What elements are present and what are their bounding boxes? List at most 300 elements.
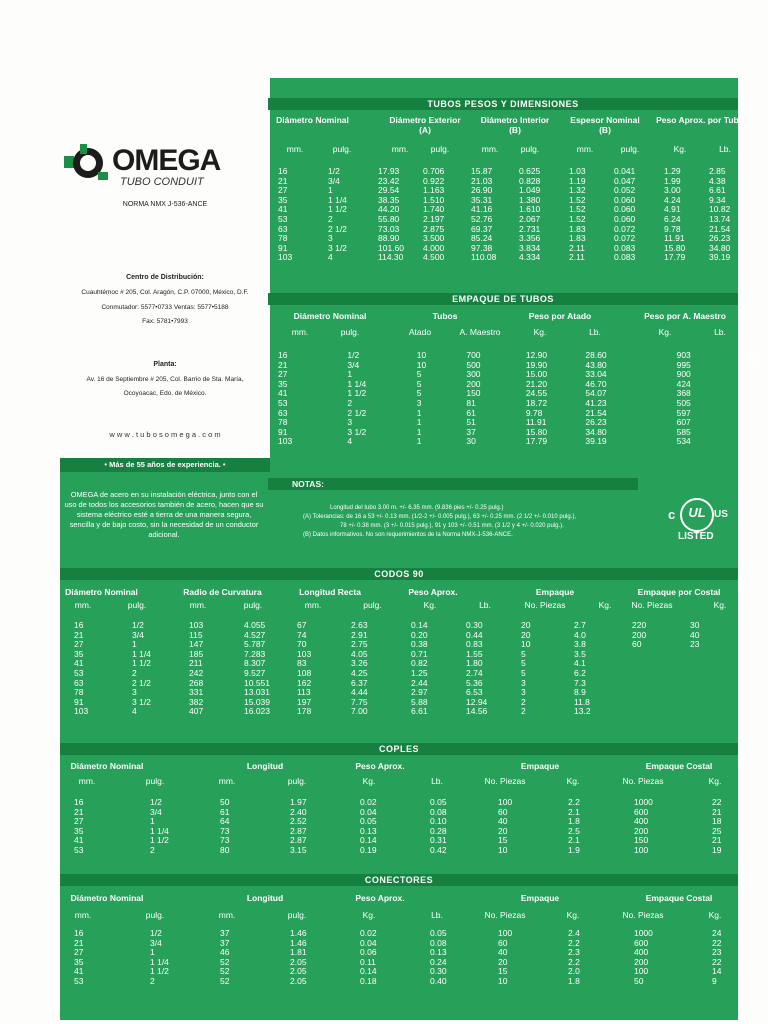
table-cell: 21.20 — [525, 378, 548, 389]
table-cell: 0.060 — [614, 194, 636, 205]
coples-h2-6: No. Piezas — [484, 776, 526, 786]
table-cell: 16 — [278, 166, 288, 176]
table-cell: 17.79 — [525, 436, 548, 447]
empaque-h2-2: Atado — [408, 327, 432, 337]
ul-mark-text: UL — [688, 505, 706, 520]
conectores-title: CONECTORES — [364, 875, 434, 885]
conectores-h1-0: Diámetro Nominal — [70, 893, 144, 903]
table-cell: 0.083 — [614, 242, 636, 253]
table-cell: 40 — [498, 816, 508, 827]
coples-h1-2: Peso Aprox. — [355, 761, 405, 771]
table-cell: 73.03 — [378, 223, 400, 234]
table-cell: 103 — [297, 648, 312, 659]
table-cell: 41 — [278, 204, 288, 215]
table-cell: 113 — [297, 687, 311, 698]
table-cell: 110.08 — [471, 252, 497, 263]
table-cell: 14.56 — [466, 706, 488, 717]
table-cell: 1.52 — [569, 204, 586, 215]
codos-h1-3: Peso Aprox. — [408, 587, 458, 597]
table-cell: 100 — [634, 966, 649, 977]
table-cell: 5 — [521, 667, 526, 678]
notas-line-1: Longitud del tubo 3.00 m. +/- 6.35 mm. (9.836 pies +/- 0.25 pulg.) — [330, 505, 504, 511]
conectores-h2-0: mm. — [74, 910, 92, 920]
conectores-h2-2: mm. — [218, 910, 236, 920]
table-cell: 41.23 — [585, 397, 607, 408]
table-cell: 4.91 — [664, 204, 681, 215]
table-cell: 30 — [690, 620, 700, 630]
company-panel — [60, 78, 270, 472]
empaque-h2-5: Lb. — [589, 327, 601, 337]
table-cell: 2.44 — [411, 677, 428, 688]
table-cell: 1 — [416, 426, 422, 437]
coples-h2-4: Kg. — [362, 776, 376, 786]
table-cell: 1.46 — [290, 928, 307, 938]
table-cell: 2.1 — [568, 806, 580, 817]
table-cell: 16.023 — [244, 706, 270, 717]
table-row — [74, 707, 720, 717]
ul-listed-logo — [662, 493, 738, 547]
ul-c-mark: c — [668, 507, 676, 522]
coples-h2-5: Lb. — [431, 776, 443, 786]
table-cell: 19 — [712, 844, 722, 855]
table-cell: 53 — [278, 397, 288, 408]
table-cell: 4.500 — [423, 252, 445, 263]
table-cell: 150 — [634, 835, 649, 846]
table-cell: 2.2 — [568, 956, 580, 967]
table-cell: 2,002 — [738, 350, 760, 360]
table-cell: 10.551 — [244, 677, 270, 688]
table-cell: 11.91 — [525, 417, 547, 428]
table-cell: 53 — [74, 844, 84, 855]
table-cell — [690, 659, 720, 669]
table-cell: 242 — [189, 667, 204, 678]
table-cell: 2.5 — [568, 825, 580, 836]
table-cell: 10.82 — [709, 204, 731, 215]
website-link[interactable]: w w w . t u b o s o m e g a . c o m — [109, 430, 221, 439]
table-cell: 2 — [521, 696, 526, 707]
plant-address-1: Av. 16 de Septiembre # 205, Col. Barrio de Sta. María, — [86, 376, 244, 383]
table-cell: 1.81 — [290, 947, 307, 958]
table-cell: 197 — [297, 696, 312, 707]
conectores-h1-3: Empaque — [520, 893, 560, 903]
table-cell: 23 — [712, 947, 722, 958]
table-cell: 63 — [278, 223, 288, 234]
table-cell: 2.52 — [290, 816, 307, 827]
table-cell: 6.2 — [574, 667, 586, 678]
table-cell: 0.02 — [360, 797, 377, 807]
table-cell: 1000 — [634, 928, 653, 938]
table-cell: 0.13 — [430, 947, 447, 958]
table-cell: 53 — [74, 667, 84, 678]
table-cell: 0.05 — [430, 797, 447, 807]
codos-h2-1: pulg. — [127, 600, 147, 610]
table-cell: 0.060 — [614, 204, 636, 215]
table-cell: 16 — [278, 350, 288, 360]
table-cell: 7.3 — [574, 677, 586, 688]
table-cell: 0.083 — [614, 252, 636, 263]
table-cell: 0.05 — [430, 928, 447, 938]
table-cell: 0.11 — [360, 956, 376, 967]
table-cell — [632, 698, 690, 708]
table-row — [74, 621, 720, 631]
table-cell: 1.510 — [423, 194, 445, 205]
table-cell: 4.0 — [574, 629, 586, 640]
table-cell: 1,176 — [738, 436, 760, 447]
table-cell: 1.03 — [569, 166, 586, 176]
table-cell: 73 — [220, 835, 230, 846]
codos-h1-0: Diámetro Nominal — [65, 587, 138, 597]
tubos-h1-2: Diámetro Interior (B) — [480, 115, 550, 135]
table-cell: 50 — [220, 797, 230, 807]
table-cell: 37 — [220, 937, 230, 948]
table-cell: 35 — [74, 648, 84, 659]
table-cell: 9.527 — [244, 667, 266, 678]
table-cell: 21 — [278, 359, 288, 370]
table-cell: 0.05 — [360, 816, 377, 827]
table-cell: 20 — [498, 825, 508, 836]
table-cell: 3 1/2 — [328, 242, 347, 253]
table-cell: 103 — [74, 706, 89, 717]
table-cell: 13.031 — [244, 687, 270, 698]
table-cell: 78 — [278, 417, 288, 428]
table-cell — [632, 650, 690, 660]
table-cell: 15.00 — [525, 369, 548, 380]
table-cell: 0.06 — [360, 947, 377, 958]
table-cell: 23.42 — [378, 175, 400, 186]
conectores-h2-5: Lb. — [431, 910, 443, 920]
table-cell — [632, 707, 690, 717]
table-cell: 97.38 — [471, 242, 493, 253]
table-cell: 20 — [521, 620, 531, 630]
table-cell: 0.40 — [430, 975, 447, 986]
table-cell: 2 — [150, 844, 155, 855]
table-cell: 1 1/2 — [328, 204, 347, 215]
table-cell: 67 — [297, 620, 307, 630]
table-cell: 0.08 — [430, 937, 447, 948]
table-cell: 3 — [521, 677, 526, 688]
table-cell: 63 — [278, 407, 288, 418]
table-cell: 1.99 — [664, 175, 681, 186]
table-cell: 1.8 — [568, 975, 580, 986]
table-cell: 1.9 — [568, 844, 580, 855]
logo-subtitle: TUBO CONDUIT — [120, 176, 204, 188]
table-cell: 1 — [416, 436, 422, 447]
table-cell: 100 — [498, 797, 513, 807]
codos-h1-5: Empaque por Costal — [637, 587, 721, 597]
table-row — [74, 846, 742, 856]
table-cell: 17.79 — [664, 252, 686, 263]
table-cell — [632, 679, 690, 689]
table-row — [74, 669, 720, 679]
table-cell: 1.25 — [411, 667, 428, 678]
table-cell: 21 — [74, 806, 84, 817]
table-cell: 700 — [466, 350, 481, 360]
table-cell: 27 — [278, 369, 288, 380]
table-cell: 0.10 — [430, 816, 447, 827]
table-cell: 2.2 — [568, 797, 580, 807]
table-cell: 52 — [220, 966, 230, 977]
codos-h2-10: No. Piezas — [631, 600, 673, 610]
table-cell: 0.19 — [360, 844, 377, 855]
table-cell: 2.05 — [290, 975, 307, 986]
table-cell: 61 — [466, 407, 476, 418]
coples-title: COPLES — [378, 744, 419, 754]
empaque-h2-6: Kg. — [658, 327, 672, 337]
table-cell: 4.24 — [664, 194, 681, 205]
table-cell: 3.8 — [574, 639, 586, 650]
table-cell: 2,190 — [738, 359, 760, 370]
notas-line-2: (A) Tolerancias: de 16 a 53 +/- 0.13 mm. (1/2-2 +/- 0.005 pulg.), 63 +/- 0.25 mm. (2 1/2 +/- 0.010 pulg.), — [303, 514, 577, 520]
table-cell: 0.625 — [519, 166, 541, 176]
table-cell: 15 — [498, 966, 508, 977]
table-cell: 4 — [132, 706, 137, 717]
table-cell: 35.31 — [471, 194, 493, 205]
table-cell: 368 — [676, 388, 691, 399]
table-cell: 534 — [676, 436, 691, 447]
coples-h2-3: pulg. — [287, 776, 307, 786]
conectores-h2-3: pulg. — [287, 910, 307, 920]
experience-text: • Más de 55 años de experiencia. • — [104, 460, 226, 469]
table-cell: 150 — [466, 388, 481, 399]
table-cell: 22 — [712, 937, 722, 948]
table-cell: 2.85 — [709, 166, 726, 176]
table-cell: 5.787 — [244, 639, 266, 650]
table-cell: 61 — [220, 806, 230, 817]
table-cell: 8.9 — [574, 687, 586, 698]
table-cell — [632, 688, 690, 698]
table-cell: 2.75 — [351, 639, 368, 650]
omega-logo-icon — [64, 144, 108, 182]
table-cell: 7.75 — [351, 696, 368, 707]
notas-title: NOTAS: — [292, 479, 324, 489]
table-cell: 7.00 — [351, 706, 368, 717]
table-cell: 1.610 — [519, 204, 541, 215]
table-cell: 1 — [347, 369, 353, 380]
table-cell: 35 — [74, 956, 84, 967]
table-cell: 2.067 — [519, 213, 541, 224]
table-cell — [690, 688, 720, 698]
table-cell — [690, 698, 720, 708]
table-cell: 2.4 — [568, 928, 580, 938]
table-cell: 54.07 — [585, 388, 607, 399]
table-cell: 0.02 — [360, 928, 377, 938]
tubos-h1-4: Peso Aprox. por Tubo — [656, 115, 744, 125]
codos-h1-4: Empaque — [535, 587, 575, 597]
coples-h2-2: mm. — [218, 776, 236, 786]
table-cell: 4.527 — [244, 629, 266, 640]
norma-text: NORMA NMX J-536-ANCE — [122, 201, 208, 208]
table-cell: 0.83 — [466, 639, 483, 650]
table-cell: 1 — [328, 185, 333, 196]
table-cell: 13.2 — [574, 706, 591, 717]
table-cell: 4 — [347, 436, 353, 447]
empaque-h1-3: Peso por A. Maestro — [644, 311, 726, 321]
table-cell: 24.55 — [525, 388, 548, 399]
conectores-h2-1: pulg. — [145, 910, 165, 920]
table-cell: 0.047 — [614, 175, 636, 186]
notas-line-4: (B) Datos informativos. No son requerimientos de la Norma NMX-J-536-ANCE. — [303, 532, 513, 538]
table-cell: 5 — [521, 658, 526, 669]
coples-h1-4: Empaque Costal — [645, 761, 713, 771]
table-cell: 268 — [189, 677, 204, 688]
table-cell: 0.18 — [360, 975, 377, 986]
coples-h1-1: Longitud — [246, 761, 284, 771]
table-cell: 41 — [74, 835, 84, 846]
table-cell: 6.24 — [664, 213, 681, 224]
table-cell: 100 — [634, 844, 649, 855]
table-cell: 1/2 — [132, 620, 144, 630]
table-cell: 4.38 — [709, 175, 726, 186]
table-cell: 1000 — [634, 797, 653, 807]
coples-h1-3: Empaque — [520, 761, 560, 771]
table-cell: 220 — [632, 620, 647, 630]
table-cell: 30 — [466, 436, 476, 447]
table-cell — [632, 669, 690, 679]
table-cell: 2 — [150, 975, 155, 986]
table-cell: 1.29 — [664, 166, 681, 176]
table-cell: 10 — [521, 639, 531, 650]
table-cell: 114.30 — [378, 252, 404, 263]
table-cell: 80 — [220, 844, 230, 855]
table-cell: 1.163 — [423, 185, 445, 196]
table-cell: 2.3 — [568, 947, 580, 958]
table-cell: 78 — [278, 233, 288, 244]
table-row — [74, 659, 720, 669]
table-cell: 10 — [416, 359, 427, 370]
table-cell: 18.72 — [525, 397, 548, 408]
table-cell: 0.31 — [430, 835, 447, 846]
table-cell: 19.90 — [525, 359, 548, 370]
plant-title: Planta: — [153, 361, 177, 368]
table-cell: 11.91 — [664, 233, 685, 244]
coples-table — [74, 798, 742, 856]
table-cell: 25 — [712, 825, 722, 836]
table-row — [74, 977, 742, 987]
table-cell: 52.76 — [471, 213, 493, 224]
table-cell: 0.30 — [430, 966, 447, 977]
table-cell: 0.072 — [614, 233, 636, 244]
table-cell: 0.30 — [466, 620, 483, 630]
table-cell — [690, 679, 720, 689]
table-cell: 21.03 — [471, 175, 493, 186]
table-cell: 4.334 — [519, 252, 541, 263]
table-cell: 60 — [498, 937, 508, 948]
table-cell: 6.61 — [709, 185, 726, 196]
table-cell: 400 — [634, 816, 649, 827]
table-cell: 5.88 — [411, 696, 428, 707]
table-cell: 3.5 — [574, 648, 586, 659]
table-cell: 41 — [74, 658, 84, 669]
codos-h1-1: Radio de Curvatura — [183, 587, 262, 597]
table-cell: 78 — [74, 687, 84, 698]
codos-title: CODOS 90 — [374, 569, 424, 579]
codos-table — [74, 621, 720, 717]
table-cell: 35 — [278, 378, 288, 389]
empaque-h2-7: Lb. — [714, 327, 726, 337]
codos-h2-8: No. Piezas — [524, 600, 566, 610]
table-cell: 101.60 — [378, 242, 404, 253]
table-cell: 0.706 — [423, 166, 445, 176]
table-cell: 53 — [74, 975, 84, 986]
table-cell: 4.25 — [351, 667, 368, 678]
table-cell: 0.20 — [411, 629, 428, 640]
conectores-h1-4: Empaque Costal — [645, 893, 713, 903]
table-cell — [690, 650, 720, 660]
table-cell: 147 — [189, 639, 204, 650]
table-cell: 0.052 — [614, 185, 636, 196]
conectores-h2-6: No. Piezas — [484, 910, 526, 920]
table-cell: 43.80 — [585, 359, 607, 370]
conectores-h2-4: Kg. — [362, 910, 376, 920]
table-cell: 74 — [297, 629, 307, 640]
table-cell: 0.82 — [411, 658, 428, 669]
table-cell: 1/2 — [347, 350, 360, 360]
table-cell: 83 — [297, 658, 307, 669]
table-cell: 3/4 — [150, 806, 162, 817]
conectores-table — [74, 929, 742, 987]
table-cell: 1 1/2 — [347, 388, 367, 399]
table-cell: 995 — [676, 359, 691, 370]
table-cell: 211 — [189, 658, 203, 669]
table-cell: 38.35 — [378, 194, 400, 205]
table-cell: 2.875 — [423, 223, 445, 234]
table-cell: 41.16 — [471, 204, 493, 215]
table-cell: 100 — [498, 928, 513, 938]
table-cell: 5 — [521, 648, 526, 659]
table-cell: 5 — [416, 388, 422, 399]
table-cell: 46 — [220, 947, 230, 958]
table-cell: 3 — [328, 233, 333, 244]
table-cell: 2.2 — [568, 937, 580, 948]
table-cell: 22 — [712, 956, 722, 967]
table-cell: 1 1/2 — [132, 658, 151, 669]
table-cell: 400 — [634, 947, 649, 958]
table-cell: 1 1/4 — [132, 648, 151, 659]
distribution-fax: Fax: 5781•7993 — [142, 318, 188, 325]
table-cell: 21 — [712, 806, 722, 817]
table-cell: 2.731 — [519, 223, 541, 234]
conectores-h2-9: Kg. — [708, 910, 722, 920]
table-cell: 200 — [466, 378, 481, 389]
table-cell: 0.922 — [423, 175, 445, 186]
table-cell: 17.93 — [378, 166, 400, 176]
table-cell: 51 — [466, 417, 476, 428]
empaque-h1-1: Tubos — [432, 311, 458, 321]
table-cell: 1.19 — [569, 175, 586, 186]
codos-h2-6: Kg. — [423, 600, 437, 610]
table-cell: 1.049 — [519, 185, 541, 196]
tubos-h1-0: Diámetro Nominal — [276, 115, 349, 125]
table-cell: 1,289 — [738, 426, 760, 437]
table-cell: 0.08 — [430, 806, 447, 817]
table-cell: 3.500 — [423, 233, 445, 244]
table-cell: 407 — [189, 706, 204, 717]
table-cell: 35 — [74, 825, 84, 836]
table-cell: 10 — [498, 844, 508, 855]
table-cell: 5.36 — [466, 677, 483, 688]
table-cell: 14 — [712, 966, 722, 977]
table-cell: 37 — [220, 928, 230, 938]
table-cell: 7.283 — [244, 648, 266, 659]
table-cell: 3 — [521, 687, 526, 698]
table-cell: 0.072 — [614, 223, 636, 234]
table-cell: 16 — [74, 928, 84, 938]
table-cell: 15.80 — [525, 426, 548, 437]
codos-h2-2: mm. — [189, 600, 207, 610]
table-cell: 600 — [634, 937, 649, 948]
table-cell: 15 — [498, 835, 508, 846]
table-cell: 2.87 — [290, 825, 307, 836]
